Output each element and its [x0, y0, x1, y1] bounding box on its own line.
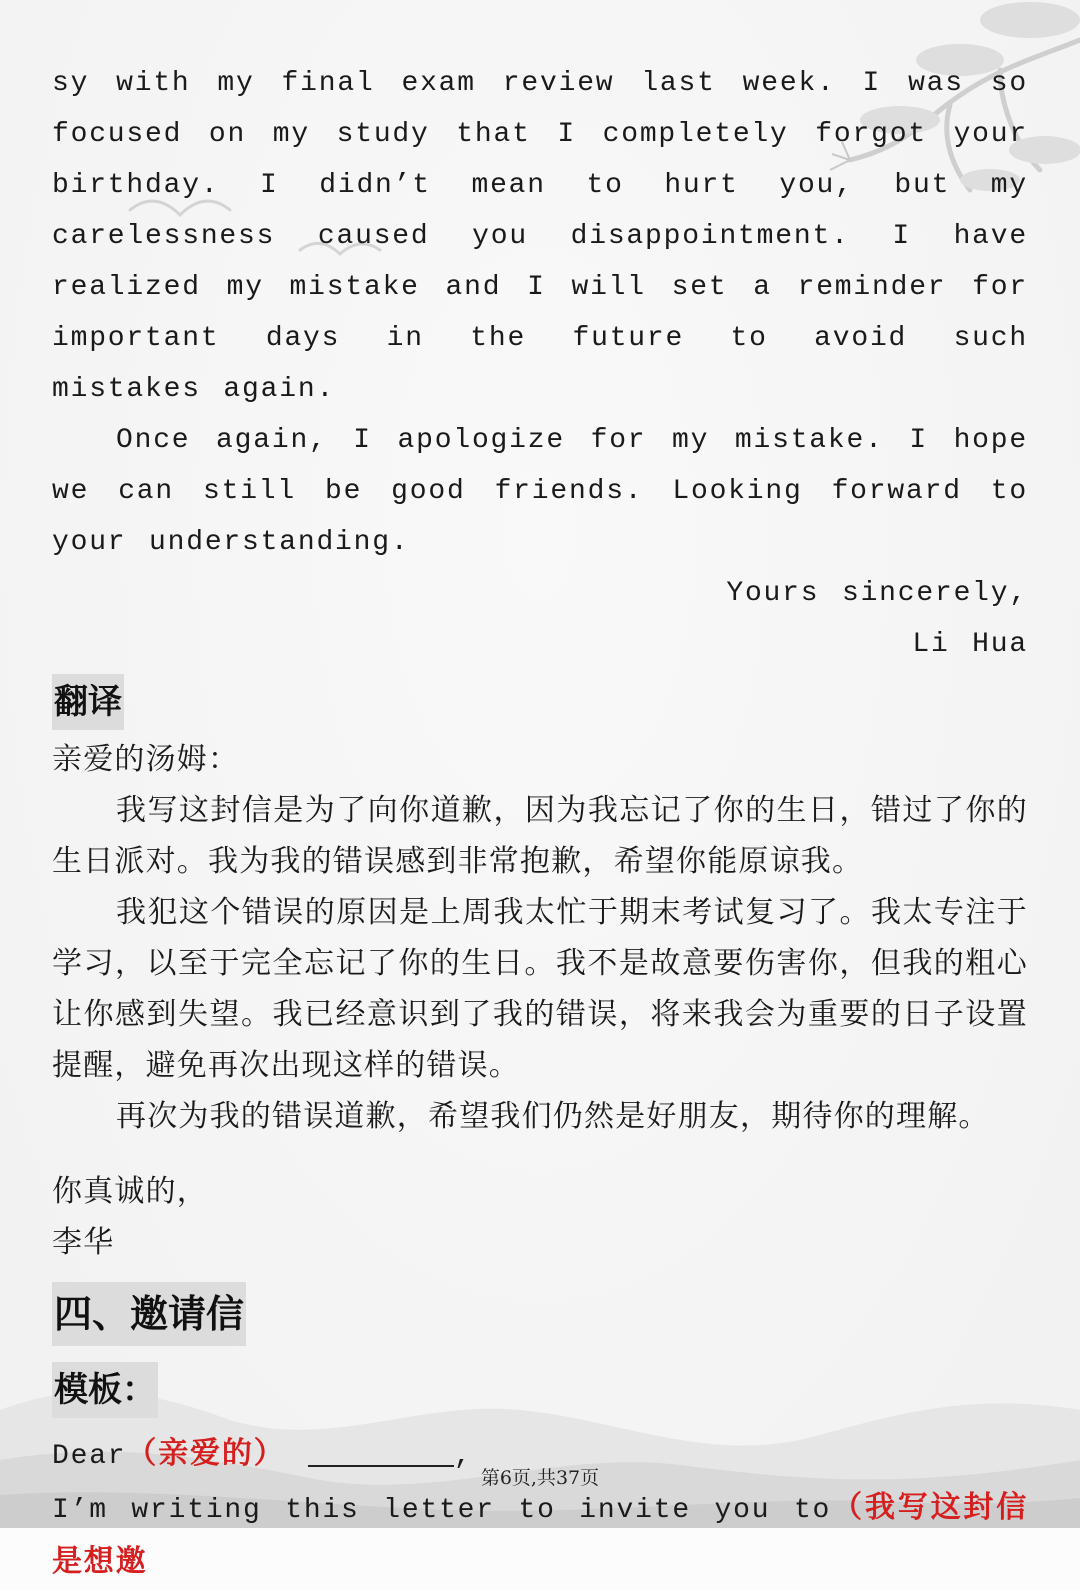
english-letter-paragraph-2 — [52, 415, 1028, 568]
translation-closing: 你真诚的， — [52, 1174, 208, 1209]
template-dear-zh: （亲爱的） — [126, 1436, 286, 1471]
template-label: 模板： — [52, 1362, 158, 1418]
translation-paragraph-2: 我犯这个错误的原因是上周我太忙于期末考试复习了。我太专注于学习，以至于完全忘记了你的生日。我不是故意要伤害你，但我的粗心让你感到失望。我已经意识到了我的错误，将来我会为重要的日子设置提醒，避免再次出现这样的错误。 — [52, 895, 1028, 1083]
page-number-footer: 第6页,共37页 — [480, 1467, 600, 1489]
english-letter-paragraph-1: sy with my final exam review last week. I was so focused on my study that I completely forgot your birthday. I didn’t mean to hurt you, but my carelessness caused you disappointment. I have realized my mistake and I will set a reminder for important days in the future to avoid such mistakes again. — [52, 68, 1028, 405]
translation-signature: 李华 — [52, 1225, 115, 1260]
translation-paragraph-3: 再次为我的错误道歉，希望我们仍然是好朋友，期待你的理解。 — [116, 1099, 990, 1134]
english-letter-paragraph-2-text: Once again, I apologize for my mistake. I hope we can still be good friends. Looking forward to your understanding. — [52, 425, 1028, 558]
page-content — [52, 58, 1028, 1590]
template-comma: , — [454, 1441, 473, 1472]
template-line-2-en: I’m writing this letter to invite you to — [52, 1495, 832, 1526]
section-heading-invitation: 四、邀请信 — [52, 1282, 246, 1346]
english-letter-signature: Li Hua — [912, 629, 1028, 660]
translation-paragraph-1: 我写这封信是为了向你道歉，因为我忘记了你的生日，错过了你的生日派对。我为我的错误感到非常抱歉，希望你能原谅我。 — [52, 793, 1028, 879]
template-line-2 — [52, 1482, 1028, 1590]
translation-greeting: 亲爱的汤姆： — [52, 742, 240, 777]
template-dear-en: Dear — [52, 1441, 127, 1472]
template-line-2-zh: （我写这封信是想邀 — [52, 1490, 1028, 1579]
english-letter-closing: Yours sincerely, — [726, 578, 1028, 609]
translation-heading: 翻译 — [52, 674, 124, 730]
